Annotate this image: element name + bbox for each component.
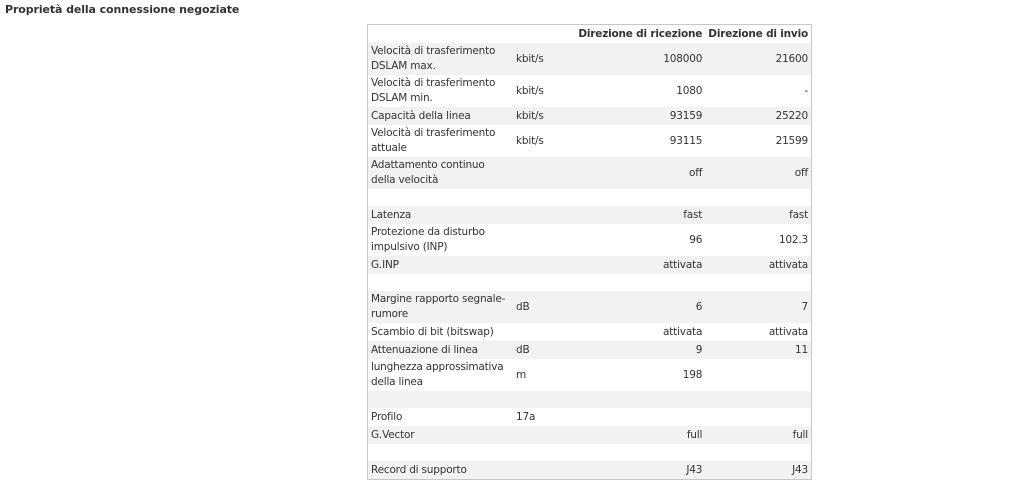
table-row: [368, 75, 812, 107]
row-rx-value: [563, 189, 705, 206]
row-unit: [513, 391, 563, 408]
row-unit: 17a: [516, 410, 536, 423]
row-tx-value: 11: [795, 343, 808, 356]
row-label: [368, 274, 514, 291]
row-label: [368, 391, 514, 408]
row-rx-value: attivata: [663, 325, 703, 338]
row-tx-value: [705, 359, 811, 391]
table-row: [368, 206, 812, 224]
row-unit: [513, 206, 563, 224]
table-spacer-row: [368, 189, 812, 206]
row-unit: [513, 461, 563, 480]
row-rx-value: J43: [686, 463, 703, 476]
row-tx-value: full: [792, 428, 808, 441]
row-label: Margine rapporto segnale-rumore: [371, 293, 506, 320]
row-unit: [513, 426, 563, 444]
row-label: [368, 189, 514, 206]
row-rx-value: 93159: [669, 109, 703, 122]
table-row: [368, 359, 812, 391]
table-row: [368, 461, 812, 480]
row-label: [368, 444, 514, 461]
table-row: [368, 408, 812, 426]
row-rx-value: attivata: [663, 258, 703, 271]
connection-properties-table: [367, 24, 812, 480]
row-unit: kbit/s: [516, 84, 544, 97]
row-label: Velocità di trasferimento attuale: [371, 127, 496, 154]
row-label: G.Vector: [371, 428, 415, 441]
row-unit: dB: [516, 300, 530, 313]
header-rx: Direzione di ricezione: [578, 27, 703, 40]
row-tx-value: [705, 444, 811, 461]
table-row: [368, 256, 812, 274]
row-tx-value: attivata: [768, 325, 808, 338]
section-title: Proprietà della connessione negoziate: [5, 3, 240, 16]
table-row: [368, 224, 812, 256]
row-rx-value: full: [686, 428, 703, 441]
row-unit: [513, 189, 563, 206]
row-label: lunghezza approssimativa della linea: [371, 361, 504, 388]
row-tx-value: [705, 391, 811, 408]
table-row: [368, 341, 812, 359]
table-row: [368, 43, 812, 75]
row-unit: [513, 323, 563, 341]
table-spacer-row: [368, 391, 812, 408]
header-label: [368, 25, 514, 44]
header-unit: [513, 25, 563, 44]
row-tx-value: [705, 274, 811, 291]
header-tx: Direzione di invio: [708, 27, 808, 40]
row-rx-value: 96: [689, 233, 703, 246]
row-unit: [513, 224, 563, 256]
row-label: Velocità di trasferimento DSLAM min.: [371, 77, 496, 104]
table-row: [368, 323, 812, 341]
row-rx-value: 198: [682, 368, 703, 381]
row-tx-value: 25220: [775, 109, 808, 122]
row-label: Capacità della linea: [371, 109, 471, 122]
table-row: [368, 157, 812, 189]
row-tx-value: 102.3: [778, 233, 808, 246]
table-row: [368, 125, 812, 157]
row-rx-value: [563, 274, 705, 291]
row-rx-value: 93115: [669, 134, 703, 147]
table-row: [368, 107, 812, 125]
row-unit: kbit/s: [516, 134, 544, 147]
row-tx-value: 7: [801, 300, 808, 313]
table-row: [368, 426, 812, 444]
row-tx-value: fast: [789, 208, 808, 221]
row-unit: [513, 274, 563, 291]
row-tx-value: J43: [792, 463, 808, 476]
row-unit: kbit/s: [516, 109, 544, 122]
row-unit: [513, 444, 563, 461]
table-spacer-row: [368, 444, 812, 461]
table-spacer-row: [368, 274, 812, 291]
row-label: Profilo: [371, 410, 403, 423]
row-rx-value: off: [688, 166, 703, 179]
row-label: Attenuazione di linea: [371, 343, 478, 356]
row-label: Velocità di trasferimento DSLAM max.: [371, 45, 496, 72]
row-tx-value: 21600: [775, 52, 808, 65]
row-label: Protezione da disturbo impulsivo (INP): [371, 226, 485, 253]
row-label: Scambio di bit (bitswap): [371, 325, 494, 338]
row-rx-value: 9: [695, 343, 703, 356]
row-unit: [513, 256, 563, 274]
row-unit: kbit/s: [516, 52, 544, 65]
row-rx-value: 1080: [676, 84, 703, 97]
row-rx-value: [563, 391, 705, 408]
row-tx-value: -: [804, 84, 808, 97]
row-rx-value: 6: [695, 300, 703, 313]
row-rx-value: 108000: [663, 52, 703, 65]
row-rx-value: [563, 408, 705, 426]
row-unit: dB: [516, 343, 530, 356]
row-label: Adattamento continuo della velocità: [371, 159, 485, 186]
row-tx-value: 21599: [775, 134, 808, 147]
row-label: Latenza: [371, 208, 412, 221]
table-header-row: [368, 25, 812, 44]
row-rx-value: [563, 444, 705, 461]
row-unit: m: [516, 368, 527, 381]
row-label: G.INP: [371, 258, 399, 271]
table-row: [368, 291, 812, 323]
row-tx-value: off: [794, 166, 808, 179]
row-rx-value: fast: [683, 208, 703, 221]
row-tx-value: [705, 408, 811, 426]
row-tx-value: [705, 189, 811, 206]
row-unit: [513, 157, 563, 189]
row-tx-value: attivata: [768, 258, 808, 271]
row-label: Record di supporto: [371, 463, 467, 476]
